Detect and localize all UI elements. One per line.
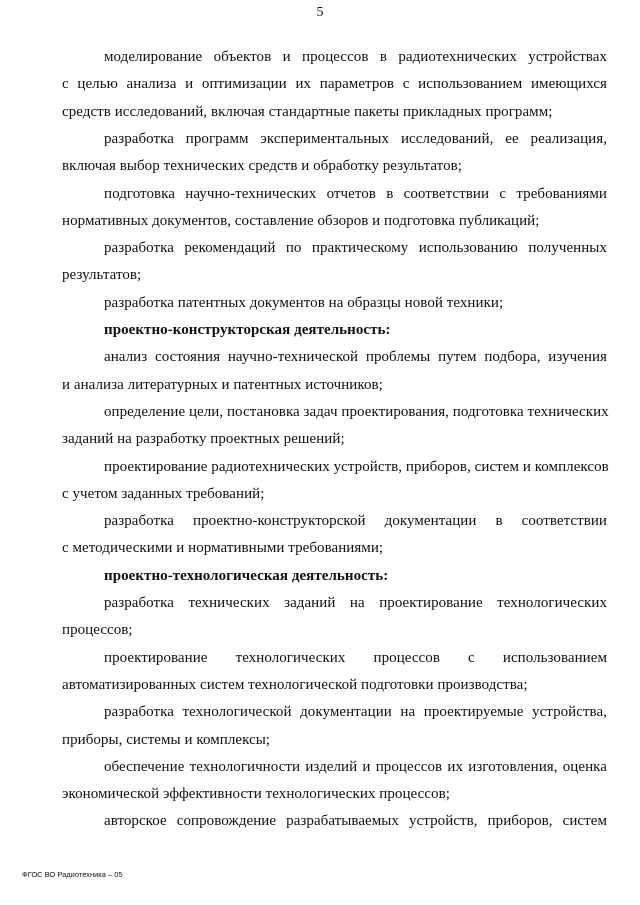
text-line: моделирование объектов и процессов в радиотехнических устройствах <box>104 49 607 65</box>
text-line: разработка проектно-конструкторской документации в соответствии <box>104 513 607 530</box>
text-line: авторское сопровождение разрабатываемых устройств, приборов, систем <box>104 813 607 830</box>
text-line: проектирование технологических процессов с использованием <box>104 649 607 666</box>
text-line: обеспечение технологичности изделий и процессов их изготовления, оценка <box>104 758 607 775</box>
text-line: анализ состояния научно-технической проблемы путем подбора, изучения <box>104 349 607 366</box>
page-number: 5 <box>316 5 324 20</box>
text-line: включая выбор технических средств и обработку результатов; <box>62 158 462 175</box>
text-line: проектирование радиотехнических устройств, приборов, систем и комплексов <box>104 458 609 475</box>
text-line: определение цели, постановка задач проектирования, подготовка технических <box>104 403 609 420</box>
text-line: результатов; <box>62 267 142 284</box>
text-line: заданий на разработку проектных решений; <box>62 431 345 448</box>
text-line: разработка программ экспериментальных исследований, ее реализация, <box>104 130 607 147</box>
text-line: с методическими и нормативными требованиями; <box>62 540 384 557</box>
text-line: нормативных документов, составление обзоров и подготовка публикаций; <box>62 212 540 229</box>
text-line: с учетом заданных требований; <box>62 485 265 502</box>
text-line: экономической эффективности технологических процессов; <box>62 786 450 803</box>
text-line: с целью анализа и оптимизации их параметров с использованием имеющихся <box>62 76 607 93</box>
heading-line: проектно-технологическая деятельность: <box>104 567 389 584</box>
text-line: разработка технологической документации на проектируемые устройства, <box>104 704 607 721</box>
footer: ФГОС ВО Радиотехника – 05 <box>22 870 123 879</box>
text-line: разработка патентных документов на образцы новой техники; <box>104 294 504 311</box>
heading-line: проектно-конструкторская деятельность: <box>104 322 391 338</box>
text-line: процессов; <box>62 622 133 639</box>
text-line: средств исследований, включая стандартные пакеты прикладных программ; <box>62 103 553 120</box>
text-line: разработка технических заданий на проектирование технологических <box>104 595 607 611</box>
text-line: разработка рекомендаций по практическому использованию полученных <box>104 240 607 257</box>
text-line: автоматизированных систем технологической подготовки производства; <box>62 676 528 693</box>
text-line: приборы, системы и комплексы; <box>62 731 271 748</box>
text-line: и анализа литературных и патентных источников; <box>62 376 383 393</box>
text-line: подготовка научно-технических отчетов в соответствии с требованиями <box>104 185 607 202</box>
